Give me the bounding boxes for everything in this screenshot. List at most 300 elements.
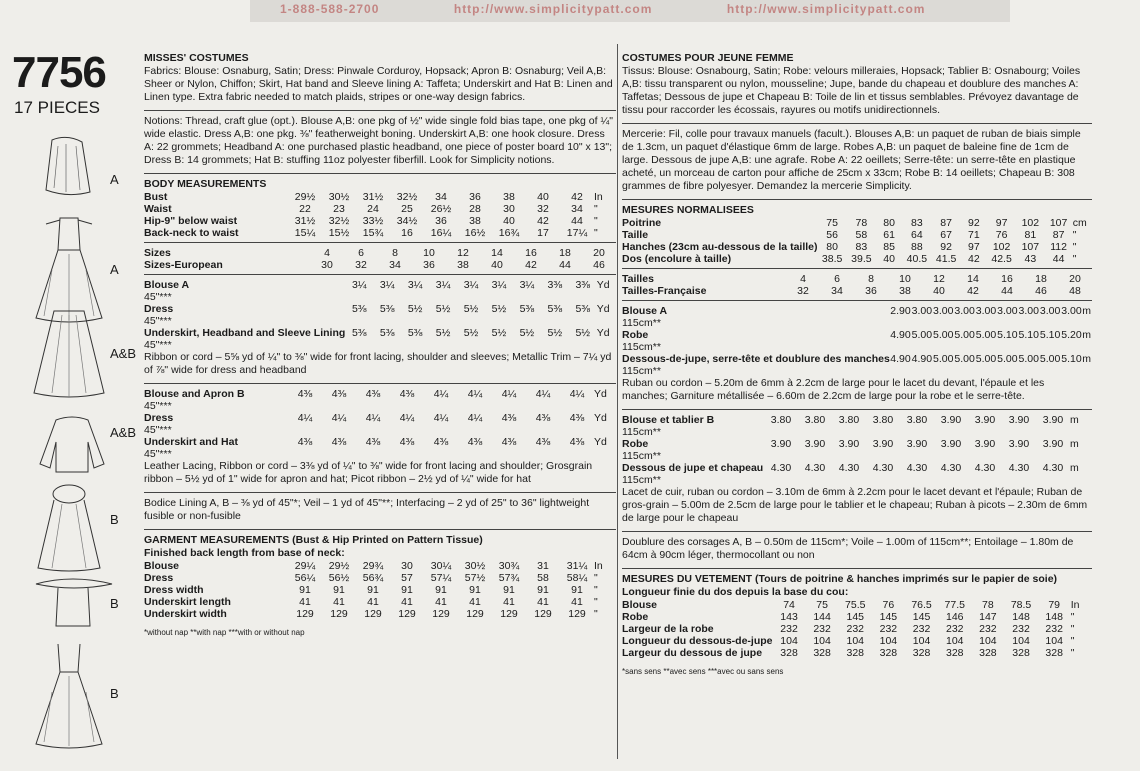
row-label: Taille <box>622 229 649 241</box>
cell-value: 4⅜ <box>535 412 551 424</box>
cell-value: 148 <box>1012 611 1030 623</box>
cell-value: 5½ <box>463 327 479 339</box>
width-row <box>144 424 616 436</box>
cell-value: 5.10 <box>1018 329 1039 341</box>
cell-value: 4⅜ <box>569 436 585 448</box>
cell-value: 92 <box>968 217 980 229</box>
pattern-number: 7756 <box>12 48 106 97</box>
row-label: Back-neck to waist <box>144 227 239 239</box>
cell-value: 64 <box>911 229 923 241</box>
cell-value: 3.00 <box>933 305 954 317</box>
table-row <box>144 203 616 215</box>
cell-value: 5⅜ <box>575 303 591 315</box>
cell-value: 3.90 <box>1008 438 1030 450</box>
cell-value: 4⅜ <box>501 412 517 424</box>
cell-value: 31 <box>537 560 549 572</box>
cell-value: 3.90 <box>974 438 996 450</box>
cell-value: 328 <box>813 647 831 659</box>
cell-value: 5½ <box>575 327 591 339</box>
row-label: Blouse and Apron B <box>144 388 245 400</box>
cell-value: 4¼ <box>467 412 483 424</box>
size-value: 40 <box>491 259 503 271</box>
cell-value: 5½ <box>435 303 451 315</box>
cell-value: 5½ <box>435 327 451 339</box>
cell-value: 4⅜ <box>501 436 517 448</box>
cell-value: 39.5 <box>851 253 872 265</box>
cell-value: 3.00 <box>1039 305 1061 317</box>
cell-value: 328 <box>780 647 798 659</box>
fr-garment-sub: Longueur finie du dos depuis la base du cou: <box>622 586 849 598</box>
cell-value: 32 <box>537 203 549 215</box>
row-label: Blouse A <box>144 279 190 291</box>
cell-value: 41 <box>401 596 413 608</box>
cell-value: 5½ <box>547 327 563 339</box>
cell-value: 3.90 <box>770 438 792 450</box>
table-row <box>144 279 616 291</box>
cell-value: 30¾ <box>498 560 520 572</box>
unit-cell: " <box>594 584 598 596</box>
en-lining: Bodice Lining A, B – ⅜ yd of 45"*; Veil – 1 yd of 45"**; Interfacing – 2 yd of 25" to 36" lightweight fusible or non-fusible <box>144 497 590 522</box>
cell-value: 5⅜ <box>351 303 367 315</box>
cell-value: 5⅜ <box>407 327 423 339</box>
en-body-table <box>144 191 616 239</box>
size-value: 20 <box>1069 273 1081 285</box>
fr-body-table <box>622 217 1092 265</box>
cell-value: 57½ <box>464 572 486 584</box>
cell-value: 58¼ <box>566 572 588 584</box>
size-label: Tailles-Française <box>622 285 707 297</box>
unit-cell: " <box>594 227 598 239</box>
cell-value: 92 <box>940 241 952 253</box>
cell-value: 144 <box>813 611 831 623</box>
cell-value: 5.00 <box>997 353 1018 365</box>
cell-value: 232 <box>879 623 898 635</box>
cell-value: 34½ <box>396 215 418 227</box>
cell-value: 41 <box>571 596 583 608</box>
cell-value: 5½ <box>407 303 423 315</box>
cell-value: 104 <box>979 635 997 647</box>
table-row <box>144 436 616 448</box>
cell-value: 23 <box>333 203 345 215</box>
fabric-width: 45"*** <box>144 291 172 303</box>
size-value: 18 <box>1035 273 1047 285</box>
cell-value: 232 <box>813 623 831 635</box>
cell-value: 42 <box>968 253 980 265</box>
table-row <box>622 329 1092 341</box>
figure-label: B <box>110 512 119 527</box>
cell-value: 3.80 <box>838 414 860 426</box>
row-label: Dessous de jupe et chapeau <box>622 462 764 474</box>
unit-cell: In <box>594 191 603 203</box>
size-value: 16 <box>1001 273 1013 285</box>
cell-value: 4¼ <box>433 412 449 424</box>
unit-cell: " <box>594 608 598 620</box>
table-row <box>144 560 616 572</box>
size-value: 44 <box>559 259 571 271</box>
cell-value: 22 <box>299 203 311 215</box>
size-value: 6 <box>834 273 840 285</box>
cell-value: 3⅜ <box>575 279 591 291</box>
cell-value: 5½ <box>463 303 479 315</box>
size-value: 36 <box>865 285 877 297</box>
width-row <box>622 365 1092 377</box>
cell-value: 5.00 <box>911 329 933 341</box>
cell-value: 5.00 <box>1018 353 1039 365</box>
cell-value: 30 <box>503 203 515 215</box>
cell-value: 104 <box>912 635 931 647</box>
table-row <box>144 596 616 608</box>
cell-value: 4.90 <box>890 329 911 341</box>
cell-value: 57¾ <box>498 572 520 584</box>
cell-value: 5.00 <box>975 329 997 341</box>
cell-value: 77.5 <box>944 599 965 611</box>
cell-value: 31¼ <box>566 560 588 572</box>
size-value: 16 <box>525 247 537 259</box>
cell-value: 29¼ <box>294 560 316 572</box>
cell-value: 5⅜ <box>351 327 367 339</box>
cell-value: 5.00 <box>975 353 997 365</box>
fabric-width: 115cm** <box>622 365 661 377</box>
en-yardage-b-table <box>144 388 616 460</box>
cell-value: 76 <box>882 599 895 611</box>
cell-value: 5.00 <box>954 329 975 341</box>
unit-cell: " <box>594 215 598 227</box>
cell-value: 232 <box>979 623 997 635</box>
cell-value: 104 <box>780 635 798 647</box>
cell-value: 3.80 <box>770 414 792 426</box>
pieces-count: 17 PIECES <box>14 98 100 117</box>
unit-cell: " <box>1070 635 1075 647</box>
fabric-width: 115cm** <box>622 317 661 329</box>
cell-value: 57¼ <box>430 572 452 584</box>
table-row <box>144 215 616 227</box>
row-label: Dress width <box>144 584 204 596</box>
unit-cell: m <box>1070 462 1079 474</box>
fr-ribbon-a: Ruban ou cordon – 5.20m de 6mm à 2.2cm de large pour le lacet du devant, l'épaule et les manches; Garniture métallisée – 6.60m de 2.2cm de large pour la robe et le serre-tête. <box>622 377 1045 402</box>
size-value: 32 <box>797 285 809 297</box>
size-value: 8 <box>868 273 874 285</box>
cell-value: 75 <box>826 217 838 229</box>
table-row <box>622 647 1092 659</box>
cell-value: 3.00 <box>1061 305 1082 317</box>
cell-value: 3.80 <box>804 414 826 426</box>
unit-cell: " <box>594 203 598 215</box>
size-value: 48 <box>1069 285 1081 297</box>
fr-yardage-a-table <box>622 305 1092 377</box>
size-value: 30 <box>321 259 333 271</box>
size-value: 4 <box>800 273 806 285</box>
cell-value: 328 <box>979 647 997 659</box>
cell-value: 104 <box>846 635 865 647</box>
cell-value: 4.30 <box>838 462 860 474</box>
cell-value: 143 <box>780 611 798 623</box>
width-row <box>144 291 616 303</box>
size-value: 44 <box>1001 285 1013 297</box>
row-label: Robe <box>622 611 649 623</box>
cell-value: 78.5 <box>1010 599 1032 611</box>
cell-value: 104 <box>1012 635 1030 647</box>
size-value: 6 <box>358 247 364 259</box>
fr-sizes-table <box>622 273 1092 297</box>
cell-value: 15¼ <box>294 227 316 239</box>
dress-b-sketch <box>32 636 107 751</box>
cell-value: 129 <box>534 608 552 620</box>
cell-value: 17 <box>537 227 549 239</box>
cell-value: 91 <box>333 584 345 596</box>
en-fabrics: Fabrics: Blouse: Osnaburg, Satin; Dress: Pinwale Corduroy, Hopsack; Apron B: Osnaburg; Veil A,B: Sheer or Nylon, Chiffon; Skirt, Hat band and Sleeve lining A: Taffeta; Underskirt and Hat B: Linen and Linen type. Extra fabric needed to match plaids, stripes or one-way design fabrics. <box>144 65 613 103</box>
row-label: Dress <box>144 303 174 315</box>
row-label: Dos (encolure à taille) <box>622 253 732 265</box>
fabric-width: 115cm** <box>622 426 661 438</box>
row-label: Dessous-de-jupe, serre-tête et doublure des manches <box>622 353 890 365</box>
row-label: Poitrine <box>622 217 662 229</box>
unit-cell: m <box>1082 329 1091 341</box>
fr-body-title: MESURES NORMALISEES <box>622 204 754 216</box>
cell-value: 71 <box>968 229 980 241</box>
cell-value: 43 <box>1024 253 1037 265</box>
cell-value: 4.90 <box>890 353 911 365</box>
table-row <box>144 327 616 339</box>
cell-value: 232 <box>846 623 865 635</box>
size-value: 42 <box>525 259 537 271</box>
table-row <box>622 217 1092 229</box>
cell-value: 41 <box>333 596 345 608</box>
french-column <box>622 52 1092 678</box>
cell-value: 56½ <box>328 572 350 584</box>
unit-cell: Yd <box>594 388 607 400</box>
row-label: Largeur de la robe <box>622 623 714 635</box>
row-label: Dress <box>144 572 174 584</box>
cell-value: 15¾ <box>362 227 384 239</box>
cell-value: 26½ <box>430 203 452 215</box>
unit-cell: Yd <box>596 303 610 315</box>
en-notions: Notions: Thread, craft glue (opt.). Blouse A,B: one pkg of ½" wide single fold bias tape, one pkg of ¼" wide elastic. Dress A,B: one pkg. ⅜" featherweight boning. Underskirt A,B: one hook closure. Dress A: 22 grommets; Headband A: one purchased plastic headband, one piece of poster board 10" x 13"; Dress B: 14 grommets; Hat B: stuffing 11oz polyester fiberfill. Look for Simplicity notions. <box>144 115 613 166</box>
figure-label: A&B <box>110 425 137 440</box>
fr-yardage-b-table <box>622 414 1092 486</box>
veil-sketch <box>32 132 102 202</box>
fabric-width: 115cm** <box>622 474 661 486</box>
cell-value: 32½ <box>328 215 350 227</box>
cell-value: 5.20 <box>1061 329 1082 341</box>
cell-value: 5.00 <box>933 329 954 341</box>
cell-value: 129 <box>568 608 586 620</box>
blouse-sketch <box>32 412 112 477</box>
cell-value: 3.90 <box>1008 414 1030 426</box>
table-row <box>144 584 616 596</box>
cell-value: 3.90 <box>940 414 962 426</box>
cell-value: 97 <box>995 217 1008 229</box>
width-row <box>622 474 1092 486</box>
unit-cell: Yd <box>596 279 610 291</box>
cell-value: 5½ <box>491 303 507 315</box>
fr-lining: Doublure des corsages A, B – 0.50m de 115cm*; Voile – 1.00m of 115cm**; Entoilage – 1.80m de 64cm à 90cm léger, thermocollant ou non <box>622 536 1074 561</box>
cell-value: 3.90 <box>804 438 826 450</box>
figure-label: B <box>110 596 119 611</box>
cell-value: 3¼ <box>463 279 479 291</box>
cell-value: 32½ <box>396 191 418 203</box>
table-row <box>622 253 1092 265</box>
width-row <box>144 339 616 351</box>
cell-value: 129 <box>500 608 518 620</box>
width-row <box>144 400 616 412</box>
en-sizes-table <box>144 247 616 271</box>
cell-value: 29½ <box>328 560 350 572</box>
cell-value: 104 <box>813 635 831 647</box>
cell-value: 4.30 <box>1008 462 1030 474</box>
size-value: 32 <box>355 259 367 271</box>
size-value: 4 <box>324 247 330 259</box>
cell-value: 4.30 <box>906 462 928 474</box>
cell-value: 3¼ <box>351 279 367 291</box>
size-value: 10 <box>423 247 435 259</box>
cell-value: 5⅜ <box>379 303 395 315</box>
cell-value: 328 <box>846 647 865 659</box>
cell-value: 4¼ <box>569 388 585 400</box>
cell-value: 3.90 <box>1042 438 1064 450</box>
cell-value: 17¼ <box>566 227 588 239</box>
cell-value: 38 <box>469 215 481 227</box>
cell-value: 3¼ <box>519 279 535 291</box>
size-row <box>144 247 616 259</box>
fabric-width: 45"*** <box>144 315 172 327</box>
apron-sketch <box>32 570 117 630</box>
row-label: Underskirt and Hat <box>144 436 238 448</box>
size-label: Tailles <box>622 273 654 285</box>
unit-cell: In <box>1070 599 1080 611</box>
size-value: 12 <box>933 273 945 285</box>
size-value: 42 <box>967 285 979 297</box>
cell-value: 33½ <box>362 215 384 227</box>
cell-value: 24 <box>367 203 379 215</box>
underskirt-sketch <box>32 480 107 575</box>
unit-cell: Yd <box>594 436 607 448</box>
size-value: 46 <box>593 259 605 271</box>
en-garment-title: GARMENT MEASUREMENTS (Bust & Hip Printed on Pattern Tissue) <box>144 534 483 546</box>
size-label: Sizes <box>144 247 171 259</box>
cell-value: 80 <box>826 241 838 253</box>
unit-cell: Yd <box>596 327 610 339</box>
cell-value: 4¼ <box>535 388 551 400</box>
cell-value: 3.00 <box>975 305 997 317</box>
unit-cell: m <box>1070 414 1079 426</box>
unit-cell: " <box>1070 611 1075 623</box>
size-row <box>622 273 1092 285</box>
cell-value: 91 <box>571 584 583 596</box>
cell-value: 75 <box>816 599 828 611</box>
cell-value: 34 <box>435 191 447 203</box>
cell-value: 104 <box>879 635 898 647</box>
cell-value: 4⅜ <box>467 436 483 448</box>
cell-value: 16 <box>401 227 413 239</box>
fabric-width: 45"*** <box>144 424 172 436</box>
table-row <box>622 635 1092 647</box>
cell-value: 4¼ <box>467 388 483 400</box>
fr-fabrics: Tissus: Blouse: Osnabourg, Satin; Robe: velours milleraies, Hopsack; Tablier B: Osnabourg; Voiles A,B: tissu transparent ou nylon, mousseline; Jupe, bande du chapeau et doublure des manches A: Taffetas; Dessous de jupe et Chapeau B: Toile de lin et tissus semblables. Prévoyez davantage de tissu pour raccorder les écossais, rayures ou motifs unidirectionnels. <box>622 65 1081 116</box>
unit-cell: " <box>1072 229 1077 241</box>
cell-value: 102 <box>992 241 1011 253</box>
cell-value: 67 <box>940 229 952 241</box>
cell-value: 16½ <box>464 227 486 239</box>
cell-value: 232 <box>1012 623 1030 635</box>
table-row <box>144 388 616 400</box>
cell-value: 83 <box>911 217 923 229</box>
row-label: Robe <box>622 438 649 450</box>
cell-value: 30 <box>401 560 413 572</box>
cell-value: 5⅜ <box>519 303 535 315</box>
cell-value: 4⅜ <box>535 436 551 448</box>
cell-value: 42 <box>571 191 583 203</box>
cell-value: 328 <box>945 647 964 659</box>
en-garment-sub: Finished back length from base of neck: <box>144 547 345 559</box>
cell-value: 56¼ <box>294 572 316 584</box>
cell-value: 328 <box>1045 647 1063 659</box>
size-value: 34 <box>389 259 401 271</box>
table-row <box>622 414 1092 426</box>
cell-value: 40 <box>537 191 549 203</box>
cell-value: 4¼ <box>501 388 517 400</box>
cell-value: 3¼ <box>491 279 507 291</box>
cell-value: 81 <box>1024 229 1037 241</box>
cell-value: 4¼ <box>433 388 449 400</box>
row-label: Robe <box>622 329 649 341</box>
row-label: Underskirt width <box>144 608 227 620</box>
cell-value: 145 <box>912 611 931 623</box>
fabric-width: 45"*** <box>144 448 172 460</box>
cell-value: 75.5 <box>845 599 866 611</box>
fr-title: COSTUMES POUR JEUNE FEMME <box>622 52 794 64</box>
cell-value: 3.90 <box>872 438 894 450</box>
cell-value: 61 <box>883 229 895 241</box>
size-value: 40 <box>933 285 945 297</box>
unit-cell: cm <box>1072 217 1087 229</box>
cell-value: 80 <box>883 217 895 229</box>
cell-value: 88 <box>911 241 923 253</box>
row-label: Blouse A <box>622 305 668 317</box>
cell-value: 145 <box>846 611 865 623</box>
cell-value: 4⅜ <box>365 436 381 448</box>
size-value: 18 <box>559 247 571 259</box>
cell-value: 4⅜ <box>331 388 347 400</box>
cell-value: 91 <box>367 584 379 596</box>
fr-garment-table <box>622 599 1092 659</box>
cell-value: 5.10 <box>1061 353 1082 365</box>
cell-value: 3.90 <box>940 438 962 450</box>
phone-text: 1-888-588-2700 <box>280 2 380 16</box>
cell-value: 129 <box>432 608 450 620</box>
unit-cell: " <box>594 596 598 608</box>
cell-value: 41 <box>469 596 481 608</box>
cell-value: 148 <box>1045 611 1063 623</box>
cell-value: 91 <box>503 584 515 596</box>
cell-value: 40 <box>503 215 515 227</box>
cell-value: 129 <box>398 608 416 620</box>
cell-value: 38 <box>503 191 515 203</box>
cell-value: 102 <box>1021 217 1040 229</box>
size-value: 34 <box>831 285 843 297</box>
unit-cell: " <box>1070 647 1075 659</box>
size-value: 20 <box>593 247 605 259</box>
fabric-width: 115cm** <box>622 341 661 353</box>
fabric-width: 45"*** <box>144 339 172 351</box>
cell-value: 15½ <box>328 227 350 239</box>
cell-value: 232 <box>1045 623 1063 635</box>
unit-cell: " <box>1072 241 1077 253</box>
cell-value: 31½ <box>294 215 316 227</box>
cell-value: 91 <box>401 584 413 596</box>
fr-lacing-b: Lacet de cuir, ruban ou cordon – 3.10m de 6mm à 2.2cm pour le lacet devant et l'épaule; Ruban de gros-grain – 5.00m de 2.5cm de large pour le tablier et le chapeau; Ruban à picots – 2.30m de 6mm de large pour le chapeau <box>622 486 1088 524</box>
cell-value: 107 <box>1049 217 1068 229</box>
cell-value: 29¾ <box>362 560 384 572</box>
